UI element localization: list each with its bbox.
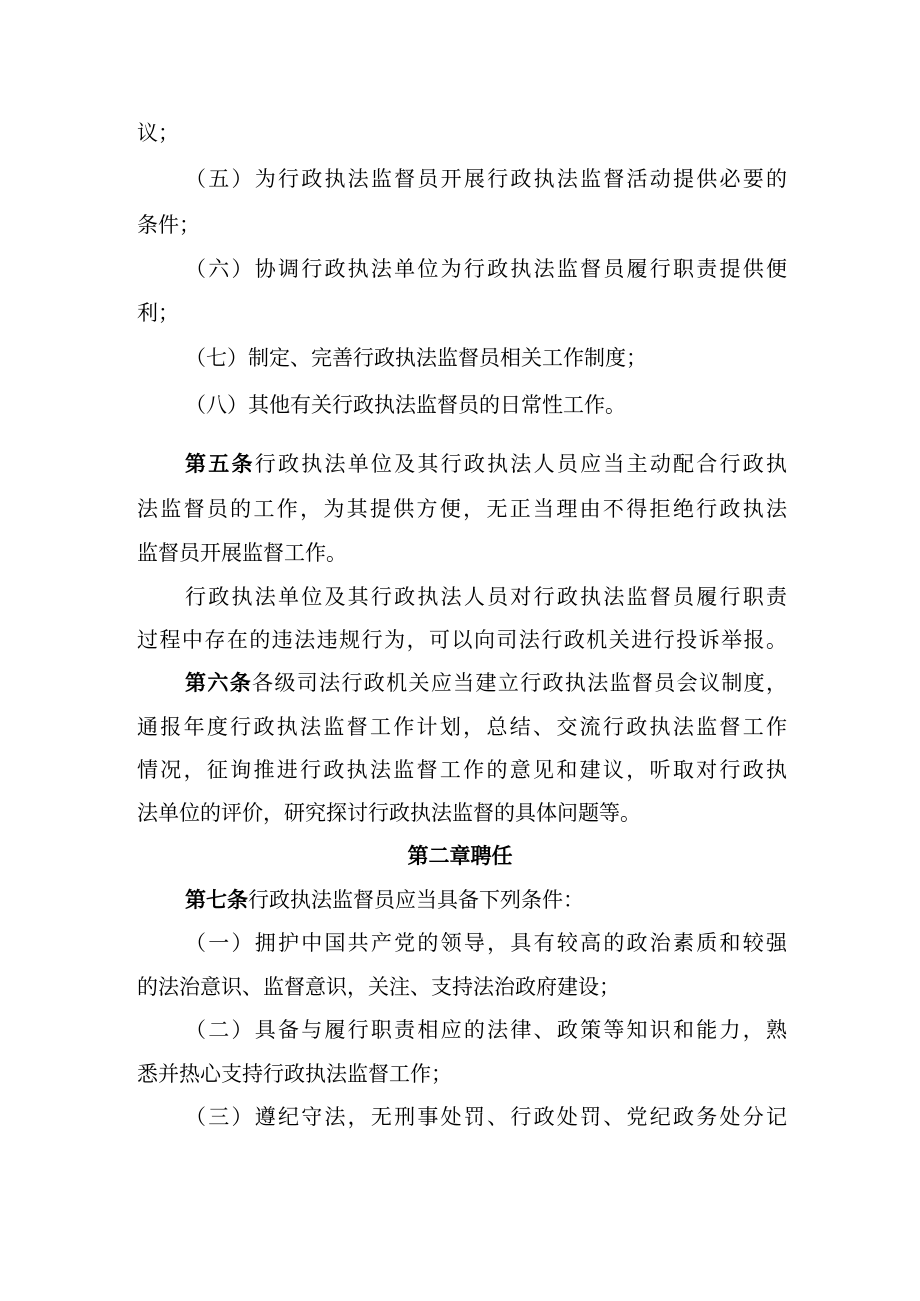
text-line: 通报年度行政执法监督工作计划，总结、交流行政执法监督工作 <box>137 715 787 739</box>
text-line: 议； <box>137 121 179 145</box>
article-six-label: 第六条 <box>185 671 253 695</box>
article-five-paragraph <box>185 450 787 478</box>
text-line: 的法治意识、监督意识，关注、支持法治政府建设； <box>137 975 620 999</box>
article-five-label: 第五条 <box>185 452 255 476</box>
text-line: 行政执法单位及其行政执法人员对行政执法监督员履行职责 <box>185 585 787 609</box>
article-seven-label: 第七条 <box>185 888 248 912</box>
text-line: 行政执法监督员应当具备下列条件： <box>248 888 584 912</box>
text-line: 悉并热心支持行政执法监督工作； <box>137 1062 452 1086</box>
article-six-paragraph <box>185 669 787 697</box>
text-line: 情况，征询推进行政执法监督工作的意见和建议，听取对行政执 <box>137 758 787 782</box>
text-line: 过程中存在的违法违规行为，可以向司法行政机关进行投诉举报。 <box>137 628 787 652</box>
text-line: （一）拥护中国共产党的领导，具有较高的政治素质和较强 <box>185 931 787 955</box>
text-line: 监督员开展监督工作。 <box>137 541 347 565</box>
text-line: 利； <box>137 301 179 325</box>
text-line: 法单位的评价，研究探讨行政执法监督的具体问题等。 <box>137 801 641 825</box>
text-line: 法监督员的工作，为其提供方便，无正当理由不得拒绝行政执法 <box>137 497 787 521</box>
text-line: （二）具备与履行职责相应的法律、政策等知识和能力，熟 <box>185 1018 787 1042</box>
text-line: 条件； <box>137 213 200 237</box>
text-line: （八）其他有关行政执法监督员的日常性工作。 <box>185 393 626 417</box>
text-line: 各级司法行政机关应当建立行政执法监督员会议制度， <box>252 671 788 695</box>
text-line: （五）为行政执法监督员开展行政执法监督活动提供必要的 <box>185 167 787 191</box>
text-line: （六）协调行政执法单位为行政执法监督员履行职责提供便 <box>185 257 787 281</box>
article-seven-paragraph <box>185 886 787 914</box>
text-line: （三）遵纪守法，无刑事处罚、行政处罚、党纪政务处分记 <box>185 1105 787 1129</box>
text-line: （七）制定、完善行政执法监督员相关工作制度； <box>185 346 647 370</box>
chapter-heading: 第二章聘任 <box>407 844 513 868</box>
text-line: 行政执法单位及其行政执法人员应当主动配合行政执 <box>254 452 788 476</box>
